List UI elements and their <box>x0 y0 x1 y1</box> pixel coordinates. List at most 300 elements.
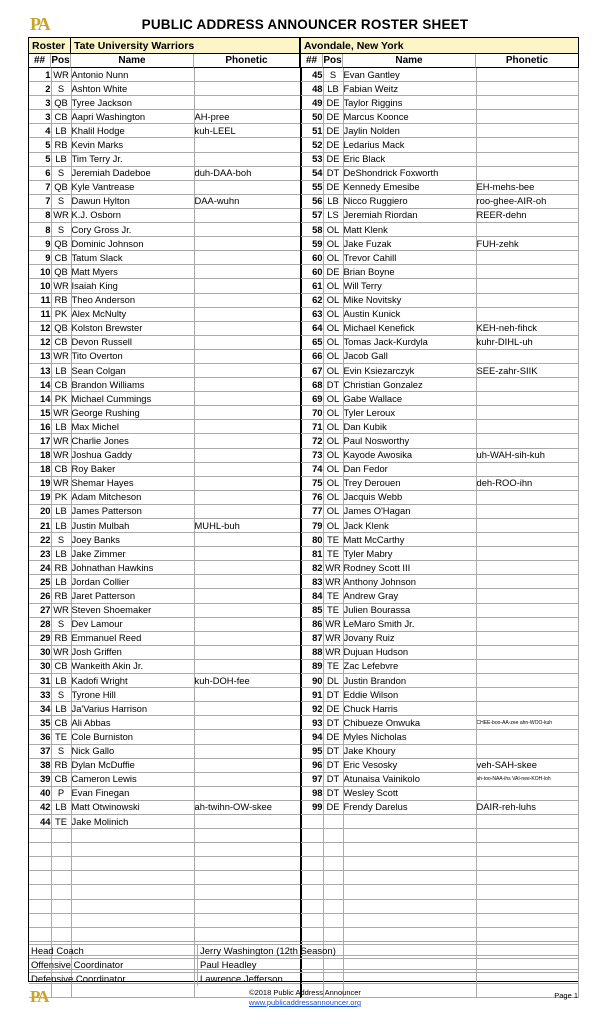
player-number: 38 <box>29 758 51 772</box>
player-phonetic <box>476 265 578 279</box>
player-phonetic <box>476 814 578 828</box>
table-row <box>301 96 578 110</box>
player-phonetic <box>476 927 578 941</box>
table-row <box>29 814 301 828</box>
player-name: Justin Brandon <box>343 674 476 688</box>
player-number: 18 <box>29 448 51 462</box>
player-position: LB <box>51 363 71 377</box>
player-phonetic <box>194 420 301 434</box>
table-row <box>301 462 578 476</box>
player-number: 70 <box>301 406 323 420</box>
player-phonetic <box>476 378 578 392</box>
player-position: DT <box>323 772 343 786</box>
player-name: Frendy Darelus <box>343 800 476 814</box>
left-roster-table <box>29 68 302 998</box>
player-number: 66 <box>301 349 323 363</box>
table-row <box>301 885 578 899</box>
player-position <box>51 829 71 843</box>
website-link[interactable]: www.publicaddressannouncer.org <box>248 998 362 1007</box>
table-row <box>301 899 578 913</box>
player-phonetic <box>194 533 301 547</box>
head-coach-row <box>29 944 578 958</box>
player-position: DE <box>323 730 343 744</box>
player-phonetic <box>194 96 301 110</box>
player-number: 9 <box>29 251 51 265</box>
player-phonetic <box>194 82 301 96</box>
player-phonetic: CHEE-boo-AA-zee ahn-WOO-kuh <box>476 716 578 730</box>
table-row <box>301 321 578 335</box>
table-row <box>301 265 578 279</box>
player-number: 84 <box>301 589 323 603</box>
player-phonetic: MUHL-buh <box>194 519 301 533</box>
player-position: QB <box>51 180 71 194</box>
player-position: WR <box>323 561 343 575</box>
player-number: 90 <box>301 674 323 688</box>
player-position: WR <box>51 68 71 82</box>
table-row <box>301 180 578 194</box>
player-name: Ja'Varius Harrison <box>71 702 194 716</box>
footer <box>0 988 610 1008</box>
player-position <box>51 857 71 871</box>
player-name <box>343 843 476 857</box>
table-row <box>29 547 301 561</box>
player-name: Trevor Cahill <box>343 251 476 265</box>
player-position: WR <box>51 476 71 490</box>
player-number <box>29 885 51 899</box>
player-name: Shemar Hayes <box>71 476 194 490</box>
player-name: Andrew Gray <box>343 589 476 603</box>
player-phonetic: ah-twihn-OW-skee <box>194 800 301 814</box>
player-position: OL <box>323 490 343 504</box>
player-position <box>323 857 343 871</box>
player-position: LB <box>51 420 71 434</box>
player-number: 56 <box>301 194 323 208</box>
player-position: OL <box>323 307 343 321</box>
player-name <box>71 857 194 871</box>
player-name: James O'Hagan <box>343 504 476 518</box>
player-name: Nick Gallo <box>71 744 194 758</box>
player-phonetic: REER-dehn <box>476 208 578 222</box>
player-position: RB <box>51 561 71 575</box>
player-name: Theo Anderson <box>71 293 194 307</box>
player-number: 29 <box>29 631 51 645</box>
player-phonetic <box>194 307 301 321</box>
player-phonetic <box>194 208 301 222</box>
player-phonetic <box>194 279 301 293</box>
player-name: Jake Khoury <box>343 744 476 758</box>
player-name: Zac Lefebvre <box>343 659 476 673</box>
player-name: Jordan Collier <box>71 575 194 589</box>
player-position: RB <box>51 293 71 307</box>
table-row <box>29 307 301 321</box>
player-phonetic <box>476 589 578 603</box>
player-number: 80 <box>301 533 323 547</box>
table-row <box>301 223 578 237</box>
table-row <box>301 82 578 96</box>
player-name: Wesley Scott <box>343 786 476 800</box>
player-position <box>323 913 343 927</box>
table-row <box>29 504 301 518</box>
player-name: LeMaro Smith Jr. <box>343 617 476 631</box>
player-position: OL <box>323 223 343 237</box>
player-number: 94 <box>301 730 323 744</box>
player-phonetic <box>194 758 301 772</box>
player-position <box>323 885 343 899</box>
player-phonetic: kuhr-DIHL-uh <box>476 335 578 349</box>
player-number: 4 <box>29 124 51 138</box>
table-row <box>301 744 578 758</box>
player-position: DL <box>323 674 343 688</box>
table-row <box>29 744 301 758</box>
player-number: 54 <box>301 166 323 180</box>
player-position: DT <box>323 716 343 730</box>
table-row <box>29 208 301 222</box>
player-name: Tatum Slack <box>71 251 194 265</box>
player-name <box>343 871 476 885</box>
player-position: WR <box>51 406 71 420</box>
player-position <box>51 871 71 885</box>
player-name: Ashton White <box>71 82 194 96</box>
table-row <box>301 814 578 828</box>
player-phonetic <box>476 857 578 871</box>
player-position: CB <box>51 335 71 349</box>
player-position: LB <box>51 547 71 561</box>
player-position: QB <box>51 321 71 335</box>
player-phonetic <box>194 504 301 518</box>
player-phonetic <box>194 251 301 265</box>
player-name: Khalil Hodge <box>71 124 194 138</box>
player-number: 8 <box>29 208 51 222</box>
table-row <box>29 363 301 377</box>
table-row <box>29 237 301 251</box>
table-row <box>29 885 301 899</box>
player-position: OL <box>323 335 343 349</box>
table-row <box>301 363 578 377</box>
table-row <box>29 829 301 843</box>
player-name: Roy Baker <box>71 462 194 476</box>
player-position <box>323 871 343 885</box>
player-phonetic: DAIR-reh-luhs <box>476 800 578 814</box>
player-position: DT <box>323 758 343 772</box>
player-number <box>301 829 323 843</box>
table-row <box>29 575 301 589</box>
player-phonetic <box>476 688 578 702</box>
player-number <box>301 814 323 828</box>
table-row <box>29 180 301 194</box>
player-number: 73 <box>301 448 323 462</box>
player-number: 37 <box>29 744 51 758</box>
table-row <box>29 603 301 617</box>
player-number: 62 <box>301 293 323 307</box>
table-row <box>29 420 301 434</box>
player-phonetic <box>476 349 578 363</box>
player-phonetic <box>194 744 301 758</box>
player-name: Tyrone Hill <box>71 688 194 702</box>
copyright-text: ©2018 Public Address Announcer <box>249 988 361 997</box>
player-phonetic: duh-DAA-boh <box>194 166 301 180</box>
player-position: DE <box>323 702 343 716</box>
table-row <box>301 659 578 673</box>
player-number: 25 <box>29 575 51 589</box>
player-position: S <box>323 68 343 82</box>
table-row <box>29 561 301 575</box>
player-name: James Patterson <box>71 504 194 518</box>
player-phonetic <box>194 659 301 673</box>
player-phonetic <box>476 519 578 533</box>
col-name-left: Name <box>71 54 194 68</box>
player-position <box>51 885 71 899</box>
player-number: 96 <box>301 758 323 772</box>
player-position: CB <box>51 772 71 786</box>
player-number: 5 <box>29 152 51 166</box>
col-phonetic-left: Phonetic <box>194 54 301 68</box>
player-position: S <box>51 223 71 237</box>
player-name: Myles Nicholas <box>343 730 476 744</box>
player-name: Nicco Ruggiero <box>343 194 476 208</box>
player-phonetic <box>194 561 301 575</box>
player-name: Steven Shoemaker <box>71 603 194 617</box>
player-position: LB <box>323 82 343 96</box>
player-phonetic <box>194 138 301 152</box>
player-position: OL <box>323 363 343 377</box>
player-name <box>343 857 476 871</box>
player-number <box>29 843 51 857</box>
table-row <box>29 927 301 941</box>
table-row <box>29 462 301 476</box>
player-phonetic <box>194 617 301 631</box>
player-name: Evan Finegan <box>71 786 194 800</box>
table-row <box>29 293 301 307</box>
player-name: Tyler Mabry <box>343 547 476 561</box>
player-position: OL <box>323 434 343 448</box>
player-position: S <box>51 194 71 208</box>
player-position: S <box>51 166 71 180</box>
player-position: DE <box>323 138 343 152</box>
player-phonetic: AH-pree <box>194 110 301 124</box>
table-row <box>301 631 578 645</box>
player-number: 8 <box>29 223 51 237</box>
table-row <box>29 335 301 349</box>
table-row <box>301 279 578 293</box>
table-row <box>301 871 578 885</box>
player-number: 60 <box>301 265 323 279</box>
player-name: Jake Molinich <box>71 814 194 828</box>
player-number: 11 <box>29 293 51 307</box>
player-number: 28 <box>29 617 51 631</box>
player-position: CB <box>51 378 71 392</box>
player-position: TE <box>51 814 71 828</box>
player-phonetic <box>476 730 578 744</box>
player-number: 31 <box>29 674 51 688</box>
table-row <box>29 857 301 871</box>
player-position: OL <box>323 406 343 420</box>
player-position: OL <box>323 476 343 490</box>
player-phonetic <box>476 561 578 575</box>
player-position: OL <box>323 251 343 265</box>
player-phonetic <box>194 786 301 800</box>
player-phonetic: kuh-LEEL <box>194 124 301 138</box>
player-phonetic <box>476 251 578 265</box>
table-row <box>301 730 578 744</box>
away-team-name: Avondale, New York <box>301 38 578 54</box>
player-number: 18 <box>29 462 51 476</box>
player-number: 13 <box>29 363 51 377</box>
player-phonetic <box>194 843 301 857</box>
player-number: 72 <box>301 434 323 448</box>
player-phonetic <box>194 730 301 744</box>
player-name <box>343 899 476 913</box>
table-row <box>301 716 578 730</box>
player-position: LB <box>51 800 71 814</box>
player-phonetic <box>476 223 578 237</box>
player-phonetic: SEE-zahr-SIIK <box>476 363 578 377</box>
page-title: PUBLIC ADDRESS ANNOUNCER ROSTER SHEET <box>141 17 469 32</box>
player-phonetic <box>476 68 578 82</box>
player-number: 99 <box>301 800 323 814</box>
player-number: 30 <box>29 645 51 659</box>
table-row <box>301 307 578 321</box>
player-name <box>343 927 476 941</box>
table-row <box>29 68 301 82</box>
player-position: DE <box>323 110 343 124</box>
player-position: DE <box>323 800 343 814</box>
table-row <box>301 138 578 152</box>
table-row <box>29 124 301 138</box>
table-row <box>29 96 301 110</box>
table-row <box>301 448 578 462</box>
player-name: Tim Terry Jr. <box>71 152 194 166</box>
player-position: OL <box>323 504 343 518</box>
table-row <box>301 434 578 448</box>
player-number: 69 <box>301 392 323 406</box>
table-row <box>29 730 301 744</box>
player-number: 1 <box>29 68 51 82</box>
player-phonetic: EH-mehs-bee <box>476 180 578 194</box>
player-number: 3 <box>29 96 51 110</box>
col-phonetic-right: Phonetic <box>476 54 578 68</box>
player-name <box>71 843 194 857</box>
player-phonetic: kuh-DOH-fee <box>194 674 301 688</box>
defensive-coordinator-label: Defensive Coordinator <box>29 973 198 986</box>
player-phonetic <box>194 265 301 279</box>
player-phonetic <box>476 786 578 800</box>
player-position: DE <box>323 96 343 110</box>
player-phonetic: veh-SAH-skee <box>476 758 578 772</box>
player-number: 50 <box>301 110 323 124</box>
player-position: LB <box>51 519 71 533</box>
player-name: Eddie Wilson <box>343 688 476 702</box>
player-phonetic <box>476 744 578 758</box>
player-position: WR <box>51 434 71 448</box>
player-number: 5 <box>29 138 51 152</box>
table-row <box>29 786 301 800</box>
player-name: Rodney Scott III <box>343 561 476 575</box>
player-phonetic <box>476 885 578 899</box>
player-position <box>51 843 71 857</box>
player-position: QB <box>51 96 71 110</box>
table-row <box>29 392 301 406</box>
table-row <box>29 871 301 885</box>
player-phonetic <box>476 82 578 96</box>
table-row <box>29 448 301 462</box>
player-position: WR <box>323 617 343 631</box>
player-name: Dan Kubik <box>343 420 476 434</box>
player-number: 10 <box>29 265 51 279</box>
table-row <box>301 927 578 941</box>
player-position: OL <box>323 279 343 293</box>
player-number: 13 <box>29 349 51 363</box>
table-row <box>29 110 301 124</box>
player-name <box>343 829 476 843</box>
player-number: 57 <box>301 208 323 222</box>
table-row <box>29 772 301 786</box>
player-name <box>71 829 194 843</box>
table-row <box>29 406 301 420</box>
player-name: Julien Bourassa <box>343 603 476 617</box>
table-row <box>301 519 578 533</box>
player-position: DT <box>323 378 343 392</box>
player-phonetic <box>476 829 578 843</box>
player-phonetic <box>194 223 301 237</box>
table-row <box>301 124 578 138</box>
player-position <box>323 843 343 857</box>
player-number: 65 <box>301 335 323 349</box>
player-name: Josh Griffen <box>71 645 194 659</box>
player-number: 68 <box>301 378 323 392</box>
player-position <box>323 814 343 828</box>
player-position: TE <box>51 730 71 744</box>
table-row <box>301 589 578 603</box>
player-name: Michael Cummings <box>71 392 194 406</box>
player-phonetic <box>194 885 301 899</box>
player-position <box>51 927 71 941</box>
player-number: 42 <box>29 800 51 814</box>
player-number <box>301 899 323 913</box>
player-phonetic <box>476 152 578 166</box>
table-row <box>301 800 578 814</box>
player-name: Anthony Johnson <box>343 575 476 589</box>
player-name: Alex McNulty <box>71 307 194 321</box>
player-position: CB <box>51 462 71 476</box>
player-position: OL <box>323 420 343 434</box>
player-position: WR <box>51 603 71 617</box>
player-name: Cameron Lewis <box>71 772 194 786</box>
player-position: OL <box>323 462 343 476</box>
player-name: Chuck Harris <box>343 702 476 716</box>
table-row <box>29 533 301 547</box>
player-name: Christian Gonzalez <box>343 378 476 392</box>
table-row <box>301 68 578 82</box>
player-number: 39 <box>29 772 51 786</box>
player-phonetic: FUH-zehk <box>476 237 578 251</box>
player-number <box>301 871 323 885</box>
player-name <box>71 913 194 927</box>
player-number: 19 <box>29 476 51 490</box>
player-position: CB <box>51 251 71 265</box>
player-position: TE <box>323 533 343 547</box>
player-name: Jake Fuzak <box>343 237 476 251</box>
player-name: Atunaisa Vainikolo <box>343 772 476 786</box>
player-name: Dawun Hylton <box>71 194 194 208</box>
player-phonetic <box>476 603 578 617</box>
player-number: 33 <box>29 688 51 702</box>
player-position: PK <box>51 490 71 504</box>
table-row <box>301 857 578 871</box>
defensive-coordinator-value: Lawrence Jefferson <box>200 974 283 985</box>
player-phonetic <box>194 349 301 363</box>
player-phonetic <box>194 152 301 166</box>
player-name: Dev Lamour <box>71 617 194 631</box>
